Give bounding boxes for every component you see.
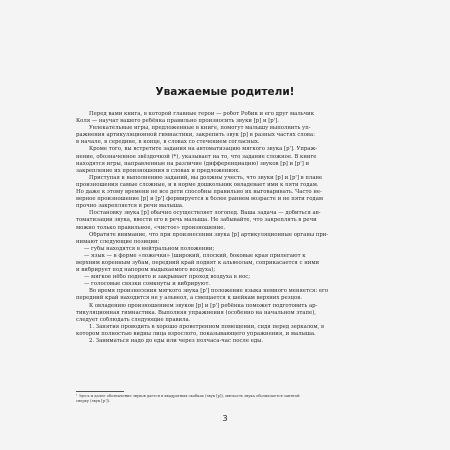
text-line: закрепление их произношения в словах и предложениях. [76,167,240,174]
text-line: верхним коренным зубам, передний край поднят к альвеолам, соприкасается с ними [76,259,320,266]
text-line: и вибрирует под напором выдыхаемого воздуха); [76,267,216,274]
text-line: Коля — научат вашего ребёнка правильно произносить звуки [р] и [р']. [76,118,279,125]
list-item: 1. Занятия проводить в хорошо проветренном помещении, сидя перед зеркалом, в [89,323,324,330]
text-line: томатизации звука, ввести его в речь малыша. Не забывайте, что закреплять в речи [76,217,317,224]
text-line: нение, обозначенное звёздочкой (*), указывает на то, что задание сложное. В книге [76,153,317,160]
text-line: ражнения артикуляционной гимнастики, закрепить звук [р] в разных частях слова: [76,132,315,139]
footnote-line: ¹ Здесь и далее обозначение звуков дается в квадратных скобках (звук [р]), мягкость звука обозначается запятой [76,394,300,398]
text-line: Увлекательные игры, предложенные в книге, помогут малышу выполнить уп- [89,125,311,132]
body-text [76,111,376,345]
text-line: Постановку звука [р] обычно осуществляет логопед. Ваша задача — добиться ав- [89,210,321,217]
text-line: в начале, в середине, в конце, в словах со стечением согласных. [76,139,260,146]
text-line: тикуляционная гимнастика. Выполняя упражнения (особенно на начальном этапе), [76,309,316,316]
text-line: Перед вами книга, в которой главные герои — робот Робик и его друг мальчик [89,111,315,117]
page-number: 3 [222,414,228,423]
text-line: Во время произнесения мягкого звука [р'] положение языка немного меняется: его [89,288,329,295]
text-line: можно только правильное, «чистое» произношение. [76,224,226,231]
text-line: Кроме того, вы встретите задания на автоматизацию мягкого звука [р']. Упраж- [89,146,318,153]
text-line: следует соблюдать следующие правила. [76,316,191,323]
list-item: 2. Заниматься надо до еды или через полчаса-час после еды. [89,338,264,344]
text-line: передний край находится не у альвеол, а смещается к шейкам верхних резцов. [76,295,302,302]
text-line: произношения самые сложные, и в норме дошкольник овладевает ими к пяти годам. [76,181,319,188]
list-item: — голосовые связки сомкнуты и вибрируют. [84,281,211,288]
text-line: котором полностью видны лица взрослого, показывающего упражнения, и малыша. [76,330,316,337]
list-item: — мягкое нёбо поднято и закрывает проход воздуха в нос; [84,274,251,281]
text-line: нимают следующие позиции: [76,238,160,245]
list-item: — губы находятся в нейтральном положении; [84,245,215,252]
text-line: Приступая к выполнению заданий, вы должны учесть, что звуки [р] и [р'] в плане [89,174,323,181]
text-line: находятся игры, направленные на различие (дифференциацию) звуков [р] и [р'] и [76,160,310,167]
page-heading: Уважаемые родители! [155,86,295,98]
text-line: верное произношение [р] и [р'] формируется к более раннем возрасте и не пяти годам [76,196,324,203]
text-line: Но даже к этому времени не все дети способны правильно их выговаривать. Часто не- [76,189,322,196]
footnote-line: сверху (звук [р']). [76,399,111,403]
list-item: — язык — в форме «ложечки» (широкий, плоский, боковые края прилегают к [84,252,306,259]
footnote [76,394,376,404]
text-line: Обратите внимание, что при произнесении звука [р] артикуляционные органы при- [89,231,329,238]
footnote-divider [76,391,124,392]
text-line: прочно закрепляется в речи малыша. [76,203,184,210]
text-line: К овладению произношением звуков [р] и [р'] ребёнка поможет подготовить ар- [89,302,318,309]
